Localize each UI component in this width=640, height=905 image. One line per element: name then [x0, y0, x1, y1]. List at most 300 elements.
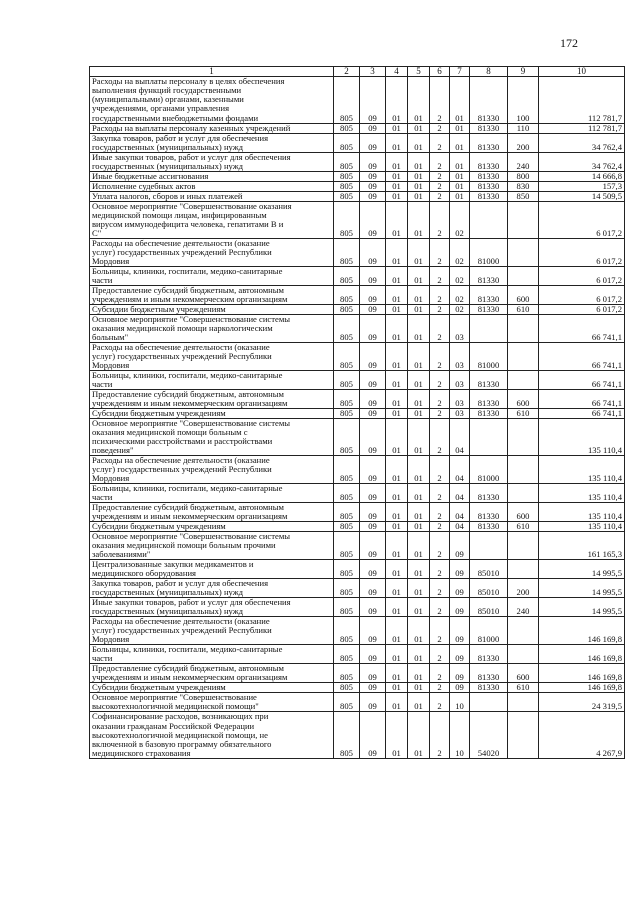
table-row: [90, 171, 625, 181]
code-cell: 610: [508, 522, 539, 532]
code-cell: 02: [450, 266, 470, 285]
table-row: [90, 77, 625, 123]
code-cell: 01: [386, 314, 408, 342]
code-cell: [508, 532, 539, 560]
table-row: [90, 645, 625, 664]
code-cell: 2: [430, 503, 450, 522]
code-cell: 830: [508, 181, 539, 191]
code-cell: 805: [334, 342, 360, 370]
code-cell: 09: [360, 683, 386, 693]
code-cell: 805: [334, 617, 360, 645]
code-cell: 110: [508, 123, 539, 133]
code-cell: 01: [408, 598, 430, 617]
code-cell: 200: [508, 133, 539, 152]
code-cell: 2: [430, 522, 450, 532]
amount-cell: 14 509,5: [539, 191, 625, 201]
amount-cell: 66 741,1: [539, 370, 625, 389]
code-cell: 01: [408, 314, 430, 342]
code-cell: 01: [386, 522, 408, 532]
code-cell: 09: [360, 370, 386, 389]
row-name-cell: Иные бюджетные ассигнования: [90, 171, 334, 181]
table-row: [90, 201, 625, 238]
code-cell: 81330: [470, 77, 508, 123]
table-row: [90, 408, 625, 418]
table-row: [90, 314, 625, 342]
row-name-cell: Исполнение судебных актов: [90, 181, 334, 191]
code-cell: 2: [430, 484, 450, 503]
code-cell: 805: [334, 419, 360, 456]
code-cell: 2: [430, 304, 450, 314]
code-cell: 805: [334, 389, 360, 408]
code-cell: 01: [408, 77, 430, 123]
code-cell: 240: [508, 152, 539, 171]
row-name-cell: Субсидии бюджетным учреждениям: [90, 304, 334, 314]
column-header: 4: [386, 67, 408, 77]
code-cell: 2: [430, 664, 450, 683]
code-cell: 01: [386, 123, 408, 133]
table-row: [90, 484, 625, 503]
code-cell: [470, 419, 508, 456]
code-cell: 2: [430, 181, 450, 191]
amount-cell: 14 666,8: [539, 171, 625, 181]
code-cell: 01: [408, 191, 430, 201]
code-cell: 09: [450, 560, 470, 579]
code-cell: 10: [450, 712, 470, 758]
code-cell: 2: [430, 645, 450, 664]
code-cell: 09: [360, 408, 386, 418]
code-cell: 81000: [470, 238, 508, 266]
code-cell: 85010: [470, 560, 508, 579]
table-row: [90, 342, 625, 370]
code-cell: 2: [430, 123, 450, 133]
column-header: 6: [430, 67, 450, 77]
code-cell: 01: [386, 370, 408, 389]
code-cell: 09: [360, 266, 386, 285]
code-cell: 01: [450, 77, 470, 123]
code-cell: 09: [360, 664, 386, 683]
row-name-cell: Основное мероприятие "Совершенствование оказания медицинской помощи лицам, инфицированным вирусом иммунодефицита человека, гепатитами В и С": [90, 201, 334, 238]
amount-cell: 6 017,2: [539, 285, 625, 304]
code-cell: 01: [386, 201, 408, 238]
code-cell: 09: [360, 285, 386, 304]
code-cell: 800: [508, 171, 539, 181]
code-cell: [508, 314, 539, 342]
row-name-cell: Расходы на обеспечение деятельности (оказание услуг) государственных учреждений Республики Мордовия: [90, 456, 334, 484]
code-cell: [508, 266, 539, 285]
amount-cell: 112 781,7: [539, 123, 625, 133]
code-cell: 805: [334, 370, 360, 389]
amount-cell: 4 267,9: [539, 712, 625, 758]
code-cell: 805: [334, 77, 360, 123]
code-cell: 01: [408, 285, 430, 304]
row-name-cell: Субсидии бюджетным учреждениям: [90, 408, 334, 418]
table-row: [90, 664, 625, 683]
code-cell: 2: [430, 712, 450, 758]
code-cell: 600: [508, 503, 539, 522]
row-name-cell: Иные закупки товаров, работ и услуг для обеспечения государственных (муниципальных) нужд: [90, 152, 334, 171]
table-row: [90, 522, 625, 532]
code-cell: 2: [430, 370, 450, 389]
code-cell: 09: [360, 503, 386, 522]
code-cell: 2: [430, 419, 450, 456]
code-cell: 03: [450, 342, 470, 370]
code-cell: 2: [430, 152, 450, 171]
amount-cell: 14 995,5: [539, 560, 625, 579]
code-cell: 805: [334, 201, 360, 238]
table-row: [90, 560, 625, 579]
code-cell: 01: [386, 617, 408, 645]
code-cell: 09: [360, 456, 386, 484]
code-cell: 09: [360, 579, 386, 598]
amount-cell: 161 165,3: [539, 532, 625, 560]
code-cell: 09: [360, 201, 386, 238]
row-name-cell: Субсидии бюджетным учреждениям: [90, 683, 334, 693]
row-name-cell: Основное мероприятие "Совершенствование системы оказания медицинской помощи наркологическим больным": [90, 314, 334, 342]
row-name-cell: Расходы на обеспечение деятельности (оказание услуг) государственных учреждений Республики Мордовия: [90, 238, 334, 266]
amount-cell: 66 741,1: [539, 314, 625, 342]
code-cell: 09: [360, 522, 386, 532]
table-row: [90, 181, 625, 191]
amount-cell: 66 741,1: [539, 408, 625, 418]
table-row: [90, 191, 625, 201]
code-cell: 805: [334, 579, 360, 598]
code-cell: 2: [430, 314, 450, 342]
code-cell: 01: [408, 532, 430, 560]
table-row: [90, 598, 625, 617]
code-cell: 03: [450, 314, 470, 342]
code-cell: [508, 370, 539, 389]
code-cell: 02: [450, 304, 470, 314]
code-cell: 04: [450, 503, 470, 522]
code-cell: 2: [430, 171, 450, 181]
code-cell: 03: [450, 389, 470, 408]
code-cell: 01: [450, 181, 470, 191]
code-cell: 09: [360, 133, 386, 152]
table-row: [90, 123, 625, 133]
row-name-cell: Софинансирование расходов, возникающих при оказании гражданам Российской Федерации высокотехнологичной медицинской помощи, не включенной в базовую программу обязательного медицинского страхования: [90, 712, 334, 758]
code-cell: 09: [360, 693, 386, 712]
code-cell: 01: [386, 238, 408, 266]
code-cell: 01: [386, 456, 408, 484]
code-cell: 01: [408, 579, 430, 598]
code-cell: 600: [508, 389, 539, 408]
code-cell: 2: [430, 77, 450, 123]
code-cell: 01: [408, 304, 430, 314]
code-cell: 81000: [470, 617, 508, 645]
amount-cell: 135 110,4: [539, 456, 625, 484]
code-cell: 805: [334, 191, 360, 201]
code-cell: 81330: [470, 484, 508, 503]
code-cell: 09: [360, 712, 386, 758]
code-cell: 01: [386, 598, 408, 617]
table-row: [90, 693, 625, 712]
code-cell: 01: [450, 133, 470, 152]
row-name-cell: Расходы на выплаты персоналу в целях обеспечения выполнения функций государственными (муниципальными) органами, казенными учреждениями, органами управления государственными внебюджетными фондами: [90, 77, 334, 123]
table-row: [90, 370, 625, 389]
code-cell: [470, 532, 508, 560]
row-name-cell: Расходы на выплаты персоналу казенных учреждений: [90, 123, 334, 133]
row-name-cell: Уплата налогов, сборов и иных платежей: [90, 191, 334, 201]
code-cell: 09: [360, 171, 386, 181]
row-name-cell: Предоставление субсидий бюджетным, автономным учреждениям и иным некоммерческим организациям: [90, 285, 334, 304]
code-cell: 09: [450, 532, 470, 560]
amount-cell: 66 741,1: [539, 342, 625, 370]
code-cell: 01: [408, 123, 430, 133]
code-cell: [470, 314, 508, 342]
amount-cell: 146 169,8: [539, 617, 625, 645]
code-cell: 2: [430, 238, 450, 266]
code-cell: 09: [450, 617, 470, 645]
amount-cell: 135 110,4: [539, 419, 625, 456]
code-cell: 09: [360, 617, 386, 645]
code-cell: 81330: [470, 408, 508, 418]
code-cell: 805: [334, 285, 360, 304]
code-cell: 805: [334, 456, 360, 484]
code-cell: 01: [408, 266, 430, 285]
code-cell: [508, 712, 539, 758]
code-cell: 81330: [470, 503, 508, 522]
code-cell: 09: [360, 314, 386, 342]
code-cell: 01: [386, 285, 408, 304]
code-cell: 81330: [470, 133, 508, 152]
code-cell: 09: [360, 532, 386, 560]
amount-cell: 112 781,7: [539, 77, 625, 123]
code-cell: 2: [430, 532, 450, 560]
code-cell: 01: [408, 133, 430, 152]
code-cell: 01: [408, 664, 430, 683]
code-cell: [508, 238, 539, 266]
code-cell: 01: [408, 171, 430, 181]
code-cell: 01: [408, 484, 430, 503]
amount-cell: 146 169,8: [539, 664, 625, 683]
code-cell: 805: [334, 693, 360, 712]
code-cell: 09: [450, 598, 470, 617]
code-cell: 610: [508, 304, 539, 314]
code-cell: [508, 456, 539, 484]
code-cell: 01: [408, 181, 430, 191]
code-cell: 2: [430, 201, 450, 238]
code-cell: 01: [386, 389, 408, 408]
code-cell: 81330: [470, 664, 508, 683]
code-cell: 02: [450, 238, 470, 266]
code-cell: 81330: [470, 181, 508, 191]
row-name-cell: Больницы, клиники, госпитали, медико-санитарные части: [90, 484, 334, 503]
table-row: [90, 617, 625, 645]
table-row: [90, 419, 625, 456]
code-cell: 805: [334, 238, 360, 266]
code-cell: 01: [450, 191, 470, 201]
code-cell: 81000: [470, 342, 508, 370]
code-cell: 03: [450, 408, 470, 418]
code-cell: 2: [430, 560, 450, 579]
code-cell: 01: [386, 503, 408, 522]
code-cell: 2: [430, 285, 450, 304]
code-cell: 01: [386, 419, 408, 456]
code-cell: 09: [360, 342, 386, 370]
code-cell: 01: [386, 342, 408, 370]
code-cell: 01: [408, 456, 430, 484]
table-row: [90, 152, 625, 171]
amount-cell: 14 995,5: [539, 579, 625, 598]
code-cell: 01: [408, 683, 430, 693]
code-cell: 09: [360, 419, 386, 456]
table-row: [90, 456, 625, 484]
code-cell: 805: [334, 171, 360, 181]
amount-cell: 6 017,2: [539, 201, 625, 238]
code-cell: [470, 201, 508, 238]
code-cell: 09: [360, 181, 386, 191]
column-header: 8: [470, 67, 508, 77]
code-cell: 81330: [470, 266, 508, 285]
code-cell: 09: [360, 484, 386, 503]
code-cell: 2: [430, 133, 450, 152]
code-cell: 01: [408, 201, 430, 238]
code-cell: 2: [430, 456, 450, 484]
code-cell: [508, 617, 539, 645]
row-name-cell: Больницы, клиники, госпитали, медико-санитарные части: [90, 370, 334, 389]
code-cell: 610: [508, 408, 539, 418]
row-name-cell: Иные закупки товаров, работ и услуг для обеспечения государственных (муниципальных) нужд: [90, 598, 334, 617]
code-cell: 01: [386, 181, 408, 191]
row-name-cell: Больницы, клиники, госпитали, медико-санитарные части: [90, 645, 334, 664]
row-name-cell: Основное мероприятие "Совершенствование системы оказания медицинской помощи больным с психическими расстройствами и расстройствами поведения": [90, 419, 334, 456]
code-cell: 09: [450, 645, 470, 664]
code-cell: 01: [386, 532, 408, 560]
code-cell: 01: [408, 712, 430, 758]
code-cell: 02: [450, 285, 470, 304]
code-cell: 09: [360, 389, 386, 408]
code-cell: 01: [450, 152, 470, 171]
code-cell: 01: [386, 266, 408, 285]
row-name-cell: Субсидии бюджетным учреждениям: [90, 522, 334, 532]
code-cell: 01: [408, 389, 430, 408]
code-cell: 81330: [470, 683, 508, 693]
code-cell: 805: [334, 314, 360, 342]
code-cell: 805: [334, 408, 360, 418]
row-name-cell: Централизованные закупки медикаментов и медицинского оборудования: [90, 560, 334, 579]
row-name-cell: Основное мероприятие "Совершенствование высокотехнологичной медицинской помощи": [90, 693, 334, 712]
code-cell: 09: [360, 123, 386, 133]
table-row: [90, 712, 625, 758]
column-header: 2: [334, 67, 360, 77]
code-cell: 81330: [470, 389, 508, 408]
code-cell: 2: [430, 693, 450, 712]
column-header: 1: [90, 67, 334, 77]
code-cell: 09: [450, 683, 470, 693]
code-cell: 01: [386, 304, 408, 314]
code-cell: 2: [430, 683, 450, 693]
code-cell: 01: [450, 123, 470, 133]
table-row: [90, 532, 625, 560]
code-cell: 02: [450, 201, 470, 238]
column-header: 5: [408, 67, 430, 77]
code-cell: 2: [430, 191, 450, 201]
code-cell: 600: [508, 664, 539, 683]
code-cell: 805: [334, 683, 360, 693]
code-cell: 09: [360, 77, 386, 123]
code-cell: 2: [430, 598, 450, 617]
code-cell: 610: [508, 683, 539, 693]
amount-cell: 66 741,1: [539, 389, 625, 408]
code-cell: 100: [508, 77, 539, 123]
code-cell: 09: [360, 645, 386, 664]
code-cell: 2: [430, 266, 450, 285]
amount-cell: 6 017,2: [539, 238, 625, 266]
code-cell: 2: [430, 342, 450, 370]
code-cell: 81330: [470, 370, 508, 389]
code-cell: 09: [360, 191, 386, 201]
code-cell: 805: [334, 645, 360, 664]
code-cell: 09: [360, 598, 386, 617]
code-cell: 805: [334, 152, 360, 171]
table-row: [90, 304, 625, 314]
row-name-cell: Закупка товаров, работ и услуг для обеспечения государственных (муниципальных) нужд: [90, 133, 334, 152]
code-cell: 01: [408, 238, 430, 266]
code-cell: 04: [450, 456, 470, 484]
code-cell: [508, 693, 539, 712]
column-header: 10: [539, 67, 625, 77]
code-cell: 85010: [470, 579, 508, 598]
row-name-cell: Расходы на обеспечение деятельности (оказание услуг) государственных учреждений Республики Мордовия: [90, 342, 334, 370]
code-cell: 81330: [470, 285, 508, 304]
code-cell: 01: [386, 560, 408, 579]
table-row: [90, 579, 625, 598]
code-cell: 04: [450, 484, 470, 503]
column-header: 3: [360, 67, 386, 77]
code-cell: 81000: [470, 456, 508, 484]
code-cell: [508, 560, 539, 579]
code-cell: 01: [408, 408, 430, 418]
table-row: [90, 683, 625, 693]
code-cell: 805: [334, 560, 360, 579]
table-row: [90, 266, 625, 285]
code-cell: 09: [360, 238, 386, 266]
code-cell: 09: [360, 304, 386, 314]
table-row: [90, 285, 625, 304]
code-cell: 01: [408, 152, 430, 171]
code-cell: 09: [450, 664, 470, 683]
code-cell: 2: [430, 579, 450, 598]
row-name-cell: Основное мероприятие "Совершенствование системы оказания медицинской помощи больным прочими заболеваниями": [90, 532, 334, 560]
amount-cell: 135 110,4: [539, 484, 625, 503]
amount-cell: 24 319,5: [539, 693, 625, 712]
column-header: 9: [508, 67, 539, 77]
code-cell: 81330: [470, 171, 508, 181]
code-cell: 01: [450, 171, 470, 181]
code-cell: 850: [508, 191, 539, 201]
code-cell: 01: [386, 683, 408, 693]
code-cell: 01: [386, 408, 408, 418]
code-cell: [508, 419, 539, 456]
table-row: [90, 389, 625, 408]
code-cell: 01: [408, 370, 430, 389]
code-cell: 81330: [470, 304, 508, 314]
code-cell: 01: [408, 645, 430, 664]
code-cell: 805: [334, 133, 360, 152]
table-row: [90, 133, 625, 152]
row-name-cell: Закупка товаров, работ и услуг для обеспечения государственных (муниципальных) нужд: [90, 579, 334, 598]
code-cell: 805: [334, 266, 360, 285]
code-cell: [508, 342, 539, 370]
amount-cell: 146 169,8: [539, 683, 625, 693]
code-cell: 03: [450, 370, 470, 389]
amount-cell: 34 762,4: [539, 133, 625, 152]
code-cell: 805: [334, 181, 360, 191]
code-cell: 805: [334, 123, 360, 133]
code-cell: 09: [450, 579, 470, 598]
code-cell: 81330: [470, 123, 508, 133]
amount-cell: 135 110,4: [539, 503, 625, 522]
